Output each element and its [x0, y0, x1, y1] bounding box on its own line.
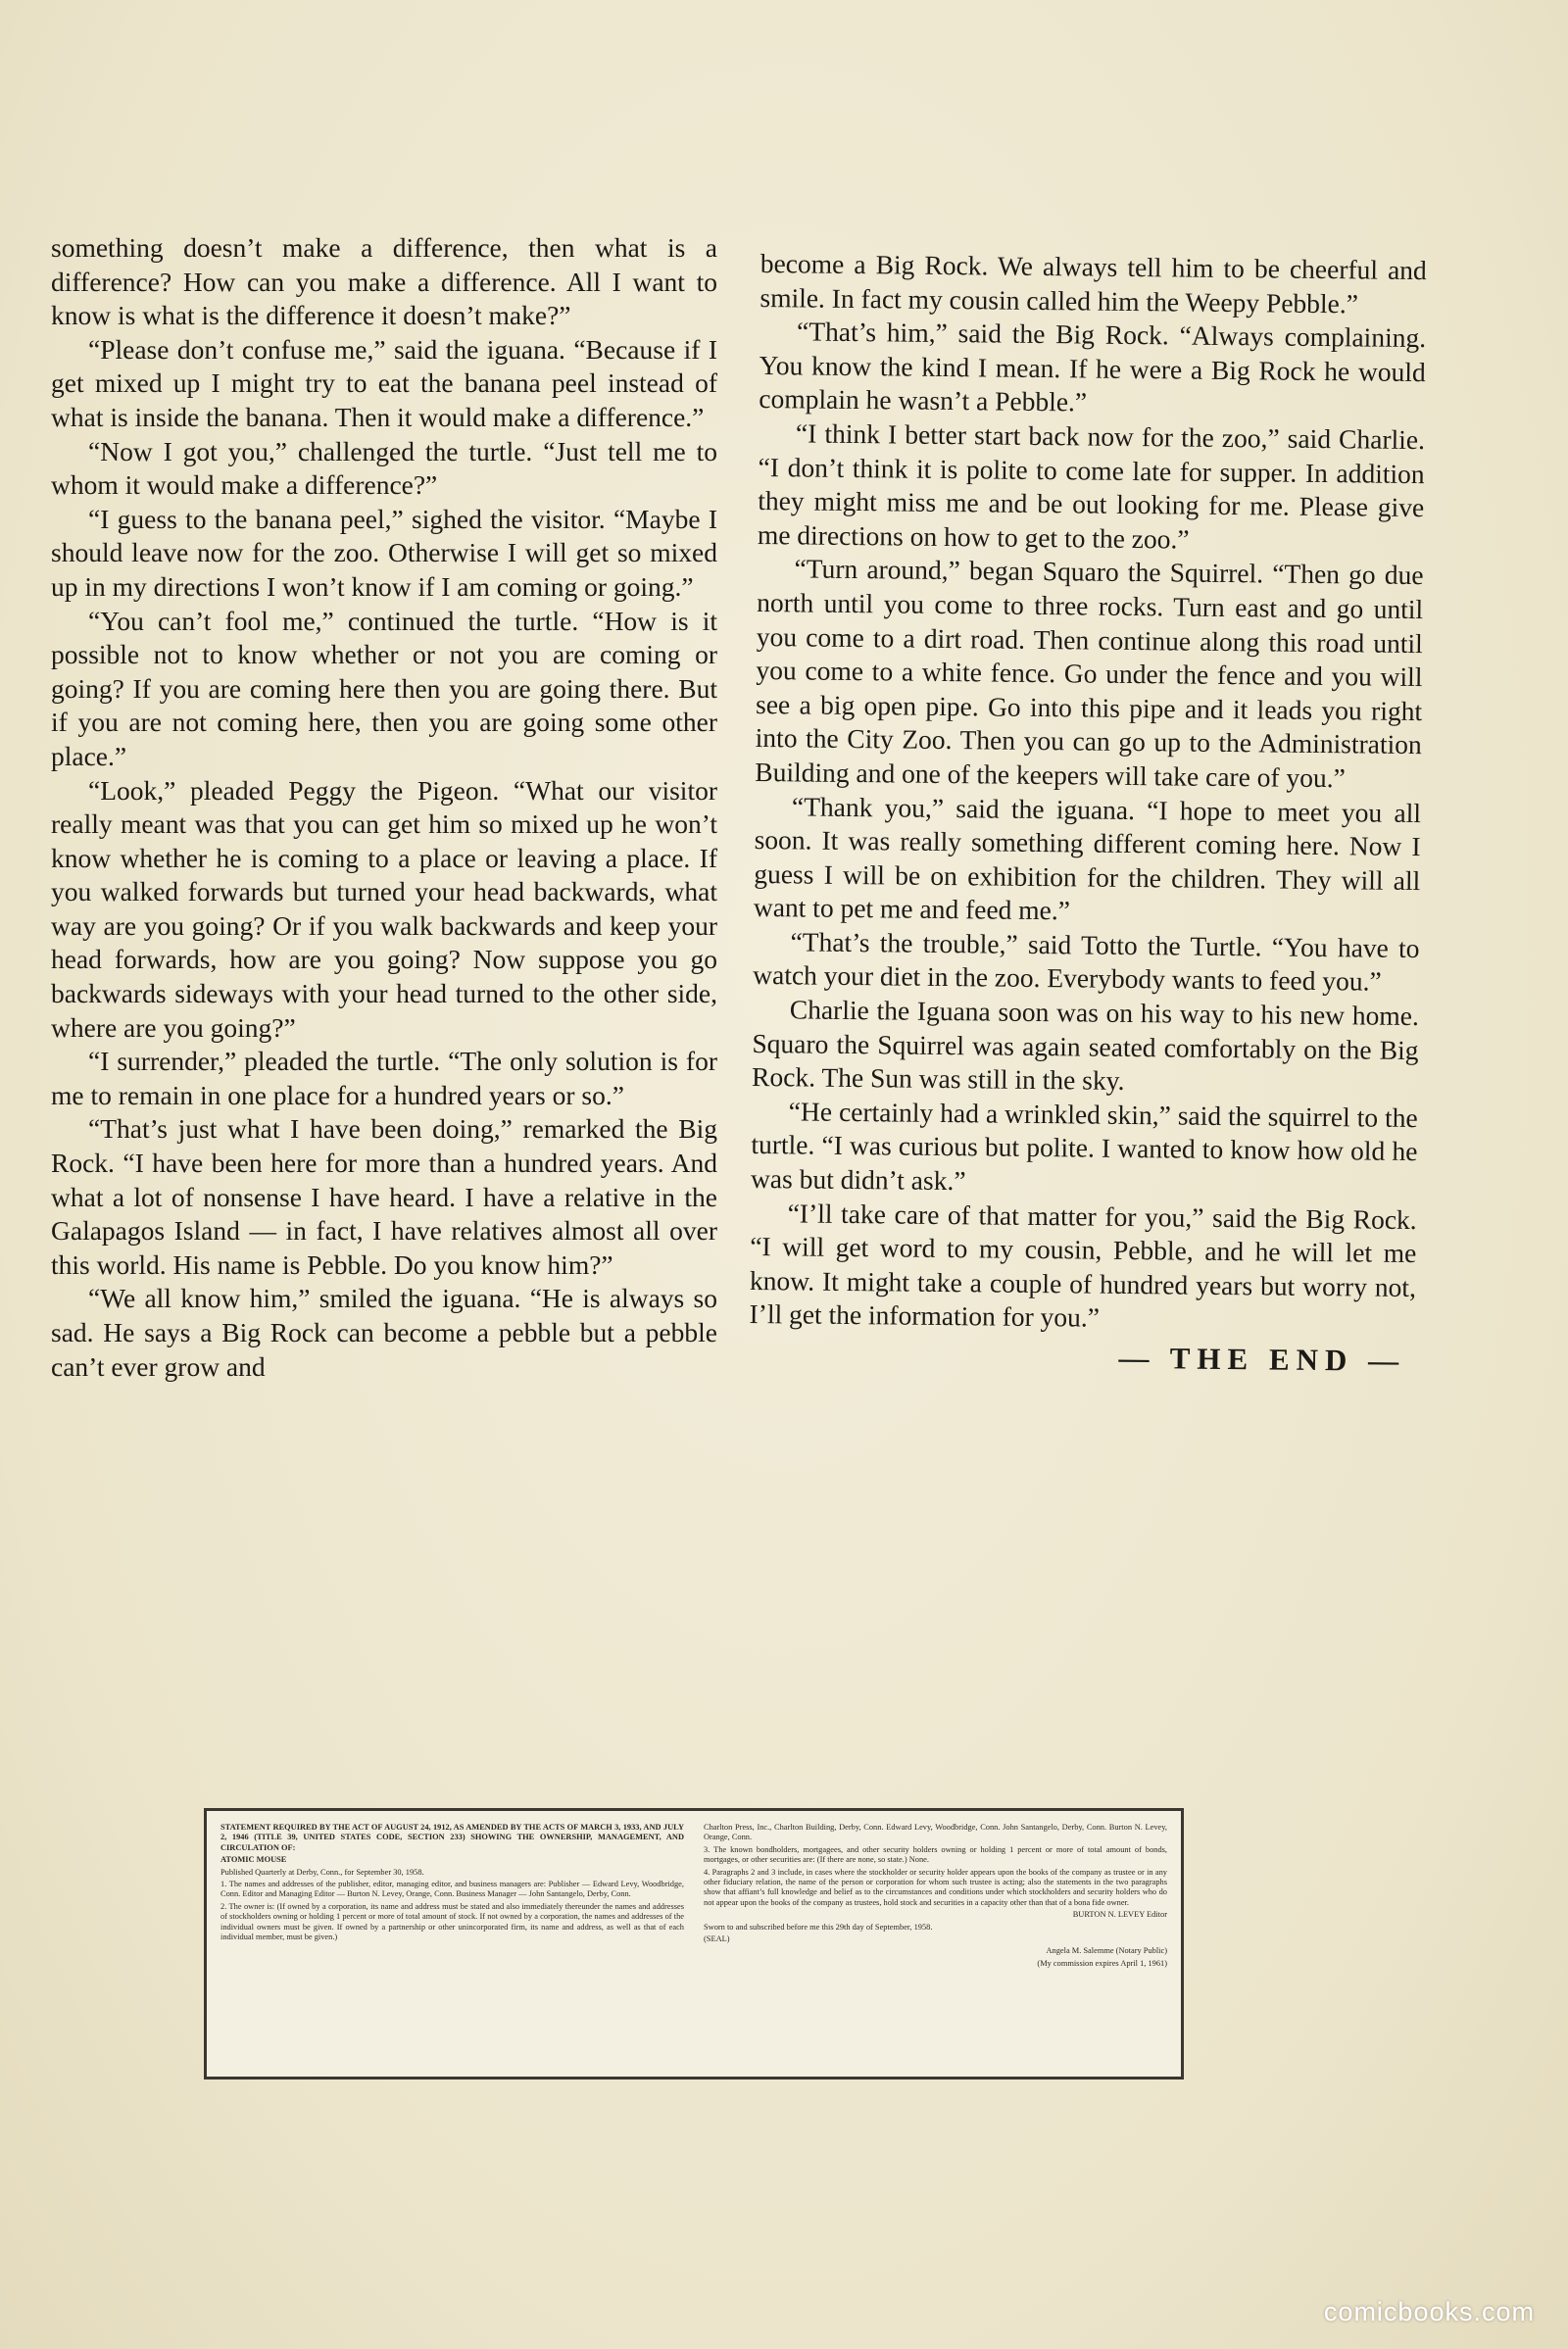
- story-paragraph: “I surrender,” pleaded the turtle. “The only solution is for me to remain in one place for a hundred years or so.”: [51, 1046, 717, 1110]
- statement-paragraph: 1. The names and addresses of the publisher, editor, managing editor, and business managers are: Publisher — Edward Levy, Woodbridge, Conn. Editor and Managing Editor — Burton N. Levey, Orange, Conn. Business Manager — John Santangelo, Derby, Conn.: [220, 1880, 684, 1899]
- story-paragraph: “That’s the trouble,” said Totto the Turtle. “You have to watch your diet in the zoo. Everybody wants to feed you.”: [753, 926, 1420, 998]
- statement-notary: Angela M. Salemme (Notary Public): [1046, 1946, 1167, 1956]
- story-paragraph: become a Big Rock. We always tell him to be cheerful and smile. In fact my cousin called him the Weepy Pebble.”: [760, 247, 1427, 318]
- story-paragraph: “That’s just what I have been doing,” remarked the Big Rock. “I have been here for more than a hundred years. And what a lot of nonsense I have heard. I have a relative in the Galapagos Island — in fact, I have relatives almost all over this world. His name is Pebble. Do you know him?”: [51, 1113, 717, 1280]
- statement-paragraph: Published Quarterly at Derby, Conn., for September 30, 1958.: [220, 1867, 424, 1877]
- story-paragraph: “Turn around,” began Squaro the Squirrel. “Then go due north until you come to three rocks. Turn east and go until you come to a dirt road. Then continue along this road until you come to a white fence. Go under the fence and you will see a big open pipe. Go into this pipe and it leads you right into the City Zoo. Then you can go up to the Administration Building and one of the keepers will take care of you.”: [755, 553, 1424, 794]
- story-paragraph: “I’ll take care of that matter for you,” said the Big Rock. “I will get word to my cousin, Pebble, and he will let me know. It might take a couple of hundred years but worry not, I’ll get the information for you.”: [749, 1197, 1417, 1334]
- statement-seal: (SEAL): [704, 1934, 730, 1944]
- story-paragraph: “We all know him,” smiled the iguana. “He is always so sad. He says a Big Rock can become a pebble but a pebble can’t ever grow and: [51, 1283, 717, 1382]
- story-paragraph: “Look,” pleaded Peggy the Pigeon. “What our visitor really meant was that you can get him so mixed up he won’t know whether he is coming to a place or leaving a place. If you walked forwards but turned your head backwards, what way are you going? Or if you walk backwards and keep your head forwards, how are you going? Now suppose you go backwards sideways with your head turned to the other side, where are you going?”: [51, 774, 717, 1043]
- site-watermark: comicbooks.com: [1323, 2297, 1535, 2326]
- statement-commission: (My commission expires April 1, 1961): [1037, 1958, 1167, 1968]
- statement-paragraph: 2. The owner is: (If owned by a corporation, its name and address must be stated and also immediately thereunder the names and addresses of stockholders owning or holding 1 percent or more of total amount of stock. If not owned by a corporation, the names and addresses of the individual owners must be given. If owned by a partnership or other unincorporated firm, its name and address, as well as that of each individual member, must be given.): [220, 1901, 684, 1942]
- statement-paragraph: Sworn to and subscribed before me this 29th day of September, 1958.: [704, 1922, 933, 1932]
- statement-signature: BURTON N. LEVEY Editor: [1072, 1910, 1167, 1920]
- statement-left-column: [220, 1823, 684, 2065]
- story-column-left: [51, 231, 717, 1384]
- story-paragraph: “I think I better start back now for the zoo,” said Charlie. “I don’t think it is polite to come late for supper. In addition they might miss me and be out looking for me. Please give me directions on how to get to the zoo.”: [757, 417, 1426, 555]
- story-paragraph: “Thank you,” said the iguana. “I hope to meet you all soon. It was really something different coming here. Now I guess I will be on exhibition for the children. They will all want to pet me and feed me.”: [753, 790, 1422, 926]
- the-end-label: — THE END —: [1118, 1340, 1406, 1378]
- story-paragraph: “Now I got you,” challenged the turtle. “Just tell me to whom it would make a difference?”: [51, 435, 717, 501]
- statement-paragraph: 4. Paragraphs 2 and 3 include, in cases where the stockholder or security holder appears upon the books of the company as trustee or in any other fiduciary relation, the name of the person or corporation for whom such trustee is acting; also the statements in the two paragraphs show that affiant’s full knowledge and belief as to the circumstances and conditions under which stockholders and security holders who do not appear upon the books of the company as trustees, hold stock and securities in a capacity other than that of a bona fide owner.: [704, 1867, 1167, 1907]
- story-paragraph: “That’s him,” said the Big Rock. “Always complaining. You know the kind I mean. If he were a Big Rock he would complain he wasn’t a Pebble.”: [759, 316, 1427, 417]
- statement-right-column: [704, 1823, 1167, 2065]
- story-paragraph: something doesn’t make a difference, then what is a difference? How can you make a difference. All I want to know is what is the difference it doesn’t make?”: [51, 232, 717, 331]
- story-paragraph: “He certainly had a wrinkled skin,” said the squirrel to the turtle. “I was curious but polite. I wanted to know how old he was but didn’t ask.”: [750, 1096, 1418, 1197]
- statement-publication-name: ATOMIC MOUSE: [220, 1855, 287, 1865]
- statement-paragraph: 3. The known bondholders, mortgagees, and other security holders owning or holding 1 percent or more of total amount of bonds, mortgages, or other securities are: (If there are none, so state.) None.: [704, 1844, 1167, 1865]
- story-paragraph: “I guess to the banana peel,” sighed the visitor. “Maybe I should leave now for the zoo. Otherwise I will get so mixed up in my directions I won’t know if I am coming or going.”: [51, 503, 717, 602]
- statement-heading: STATEMENT REQUIRED BY THE ACT OF AUGUST 24, 1912, AS AMENDED BY THE ACTS OF MARCH 3, 1933, AND JULY 2, 1946 (TITLE 39, UNITED STATES CODE, SECTION 233) SHOWING THE OWNERSHIP, MANAGEMENT, AND CIRCULATION OF:: [220, 1823, 684, 1852]
- ownership-statement-box: [204, 1808, 1184, 2080]
- story-paragraph: Charlie the Iguana soon was on his way to his new home. Squaro the Squirrel was again seated comfortably on the Big Rock. The Sun was still in the sky.: [751, 994, 1419, 1097]
- story-column-right: [749, 247, 1427, 1379]
- statement-paragraph: Charlton Press, Inc., Charlton Building, Derby, Conn. Edward Levy, Woodbridge, Conn. John Santangelo, Derby, Conn. Burton N. Levey, Orange, Conn.: [704, 1823, 1167, 1842]
- story-paragraph: “Please don’t confuse me,” said the iguana. “Because if I get mixed up I might try to eat the banana peel instead of what is inside the banana. Then it would make a difference.”: [51, 333, 717, 432]
- story-paragraph: “You can’t fool me,” continued the turtle. “How is it possible not to know whether or not you are coming or going? If you are coming here then you are going there. But if you are not coming here, then you are going some other place.”: [51, 605, 717, 771]
